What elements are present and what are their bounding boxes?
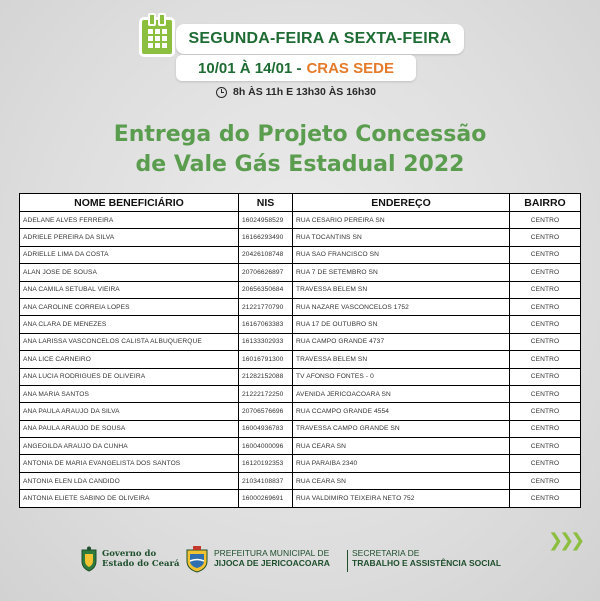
table-row bbox=[20, 420, 581, 437]
cell-name: ADRIELLE LIMA DA COSTA bbox=[20, 246, 239, 263]
jijoca-coat-of-arms bbox=[184, 545, 210, 573]
table-header-row bbox=[20, 194, 581, 212]
cell-name: ANA MARIA SANTOS bbox=[20, 385, 239, 402]
cell-name: ANA CAMILA SETUBAL VIEIRA bbox=[20, 281, 239, 298]
table-row bbox=[20, 368, 581, 385]
beneficiaries-table bbox=[19, 193, 580, 508]
table-row bbox=[20, 472, 581, 489]
dates-text: 10/01 À 14/01 - bbox=[198, 59, 302, 77]
table-row bbox=[20, 403, 581, 420]
cell-name: ANA LARISSA VASCONCELOS CALISTA ALBUQUERQUE bbox=[20, 333, 239, 350]
cell-district: CENTRO bbox=[510, 438, 581, 455]
sec-line1: SECRETARIA DE bbox=[352, 548, 420, 558]
cell-district: CENTRO bbox=[510, 333, 581, 350]
footer bbox=[0, 543, 600, 583]
dates-banner bbox=[176, 55, 416, 81]
cell-address: RUA NAZARE VASCONCELOS 1752 bbox=[293, 298, 510, 315]
cell-district: CENTRO bbox=[510, 385, 581, 402]
cell-district: CENTRO bbox=[510, 229, 581, 246]
days-text: SEGUNDA-FEIRA A SEXTA-FEIRA bbox=[188, 30, 452, 47]
cell-nis: 16004000096 bbox=[239, 438, 293, 455]
footer-divider bbox=[347, 550, 348, 572]
cell-district: CENTRO bbox=[510, 298, 581, 315]
gov-line2: Estado do Ceará bbox=[102, 559, 180, 569]
ceara-coat-of-arms bbox=[80, 546, 98, 572]
cell-district: CENTRO bbox=[510, 212, 581, 229]
cell-district: CENTRO bbox=[510, 246, 581, 263]
cell-address: RUA VALDIMIRO TEIXEIRA NETO 752 bbox=[293, 490, 510, 507]
cell-name: ANA LICE CARNEIRO bbox=[20, 351, 239, 368]
header-district: BAIRRO bbox=[510, 194, 581, 212]
cell-nis: 16004936783 bbox=[239, 420, 293, 437]
table-row bbox=[20, 264, 581, 281]
cell-name: ANGEOILDA ARAUJO DA CUNHA bbox=[20, 438, 239, 455]
cell-address: RUA CCAMPO GRANDE 4554 bbox=[293, 403, 510, 420]
government-logo-text bbox=[102, 549, 180, 569]
secretariat-logo-text bbox=[352, 548, 501, 568]
table-row bbox=[20, 438, 581, 455]
cell-name: ANTONIA DE MARIA EVANGELISTA DOS SANTOS bbox=[20, 455, 239, 472]
cell-district: CENTRO bbox=[510, 472, 581, 489]
cell-nis: 21034108837 bbox=[239, 472, 293, 489]
cell-name: ANTONIA ELEN LDA CANDIDO bbox=[20, 472, 239, 489]
cell-nis: 21222172250 bbox=[239, 385, 293, 402]
cell-nis: 16166293490 bbox=[239, 229, 293, 246]
days-banner bbox=[176, 24, 464, 54]
page-title-line1: Entrega do Projeto Concessão bbox=[113, 122, 487, 147]
cell-name: ANA PAULA ARAUJO DE SOUSA bbox=[20, 420, 239, 437]
page-title-line2: de Vale Gás Estadual 2022 bbox=[135, 152, 465, 177]
cell-district: CENTRO bbox=[510, 490, 581, 507]
cell-district: CENTRO bbox=[510, 281, 581, 298]
place-text: CRAS SEDE bbox=[306, 59, 394, 77]
table-row bbox=[20, 316, 581, 333]
table-row bbox=[20, 212, 581, 229]
table-row bbox=[20, 351, 581, 368]
cell-address: RUA PARAIBA 2340 bbox=[293, 455, 510, 472]
table-row bbox=[20, 333, 581, 350]
cell-address: AVENIDA JERICOACOARA SN bbox=[293, 385, 510, 402]
table-row bbox=[20, 281, 581, 298]
city-hall-logo-text bbox=[214, 548, 330, 568]
cell-address: TRAVESSA CAMPO GRANDE SN bbox=[293, 420, 510, 437]
table-row bbox=[20, 246, 581, 263]
table-row bbox=[20, 385, 581, 402]
cell-address: RUA CAMPO GRANDE 4737 bbox=[293, 333, 510, 350]
sec-line2: TRABALHO E ASSISTÊNCIA SOCIAL bbox=[352, 558, 502, 568]
cell-name: ANA CLARA DE MENEZES bbox=[20, 316, 239, 333]
cell-address: RUA CESARIO PEREIRA SN bbox=[293, 212, 510, 229]
cell-nis: 16120192353 bbox=[239, 455, 293, 472]
cell-name: ANA PAULA ARAUJO DA SILVA bbox=[20, 403, 239, 420]
hours-text: 8h ÀS 11h E 13h30 ÀS 16h30 bbox=[233, 86, 376, 98]
cell-address: RUA 17 DE OUTUBRO SN bbox=[293, 316, 510, 333]
cell-district: CENTRO bbox=[510, 351, 581, 368]
cell-district: CENTRO bbox=[510, 455, 581, 472]
cell-nis: 20706626897 bbox=[239, 264, 293, 281]
cell-district: CENTRO bbox=[510, 403, 581, 420]
cell-district: CENTRO bbox=[510, 368, 581, 385]
table-body bbox=[20, 212, 581, 508]
cell-address: RUA 7 DE SETEMBRO SN bbox=[293, 264, 510, 281]
table-row bbox=[20, 229, 581, 246]
cell-address: RUA TOCANTINS SN bbox=[293, 229, 510, 246]
cell-address: RUA SAO FRANCISCO SN bbox=[293, 246, 510, 263]
hours-line bbox=[216, 84, 376, 100]
cell-nis: 20426108748 bbox=[239, 246, 293, 263]
cell-nis: 16133302933 bbox=[239, 333, 293, 350]
gov-line1: Governo do bbox=[102, 549, 157, 559]
header-address: ENDEREÇO bbox=[293, 194, 510, 212]
cell-address: TRAVESSA BELEM SN bbox=[293, 351, 510, 368]
cell-address: TRAVESSA BELEM SN bbox=[293, 281, 510, 298]
table-row bbox=[20, 490, 581, 507]
cell-name: ADELANE ALVES FERREIRA bbox=[20, 212, 239, 229]
cell-nis: 21282152088 bbox=[239, 368, 293, 385]
cell-nis: 16167063383 bbox=[239, 316, 293, 333]
cell-name: ANA CAROLINE CORREIA LOPES bbox=[20, 298, 239, 315]
calendar-icon bbox=[139, 17, 175, 57]
pref-line1: PREFEITURA MUNICIPAL DE bbox=[214, 548, 330, 558]
header-name: NOME BENEFICIÁRIO bbox=[20, 194, 239, 212]
cell-district: CENTRO bbox=[510, 420, 581, 437]
cell-address: TV AFONSO FONTES - 0 bbox=[293, 368, 510, 385]
cell-nis: 16024958529 bbox=[239, 212, 293, 229]
cell-nis: 20656350684 bbox=[239, 281, 293, 298]
arrows-icon: ❯❯❯ bbox=[548, 530, 582, 551]
cell-name: ALAN JOSE DE SOUSA bbox=[20, 264, 239, 281]
cell-nis: 16016791300 bbox=[239, 351, 293, 368]
cell-nis: 20706576696 bbox=[239, 403, 293, 420]
cell-district: CENTRO bbox=[510, 316, 581, 333]
cell-address: RUA CEARA SN bbox=[293, 472, 510, 489]
cell-name: ADRIELE PEREIRA DA SILVA bbox=[20, 229, 239, 246]
cell-nis: 21221770790 bbox=[239, 298, 293, 315]
cell-district: CENTRO bbox=[510, 264, 581, 281]
header-nis: NIS bbox=[239, 194, 293, 212]
table-row bbox=[20, 455, 581, 472]
cell-nis: 16000269691 bbox=[239, 490, 293, 507]
table-row bbox=[20, 298, 581, 315]
pref-line2: JIJOCA DE JERICOACOARA bbox=[214, 558, 330, 568]
clock-icon bbox=[216, 87, 227, 98]
cell-name: ANTONIA ELIETE SABINO DE OLIVEIRA bbox=[20, 490, 239, 507]
cell-name: ANA LUCIA RODRIGUES DE OLIVEIRA bbox=[20, 368, 239, 385]
cell-address: RUA CEARA SN bbox=[293, 438, 510, 455]
